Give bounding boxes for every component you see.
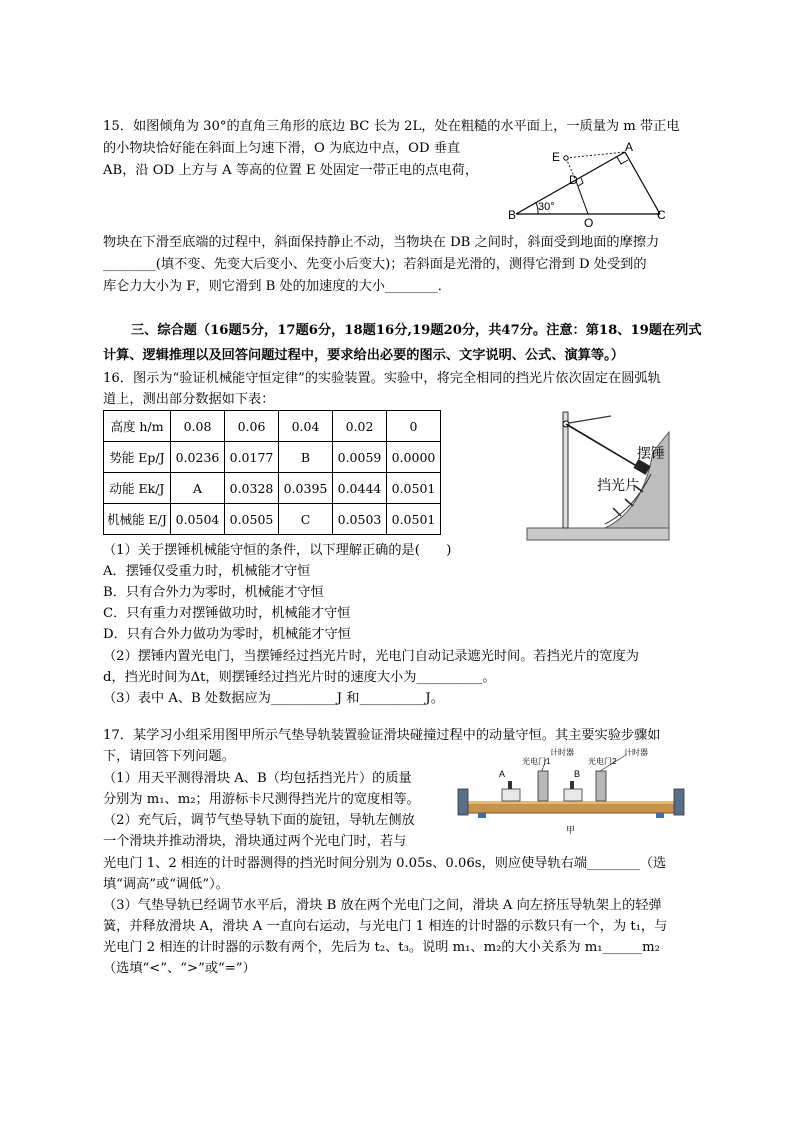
q15-line5: ________(填不变、先变大后变小、先变小后变大)；若斜面是光滑的，测得它滑到 D 处受到的 <box>103 257 647 272</box>
q15-line1: 15．如图倾角为 30°的直角三角形的底边 BC 长为 2L，处在粗糙的水平面上，一质量为 m 带正电 <box>103 119 680 134</box>
section3-line2: 计算、逻辑推理以及回答问题过程中，要求给出必要的图示、文字说明、公式、演算等。） <box>103 348 624 363</box>
timer1-label: 计时器 <box>550 748 574 757</box>
q16-line2: 道上，测出部分数据如下表： <box>103 392 275 407</box>
q16-p1: （1）关于摆锤机械能守恒的条件，以下理解正确的是( ) <box>103 543 452 558</box>
q15-line6: 库仑力大小为 F，则它滑到 B 处的加速度的大小________． <box>103 279 451 294</box>
q16-p3: （3）表中 A、B 处数据应为__________J 和__________J。 <box>103 691 444 706</box>
q17-line4: 分别为 m₁、m₂；用游标卡尺测得挡光片的宽度相等。 <box>103 792 420 807</box>
label-D: D <box>569 173 578 187</box>
q17-line1: 17．某学习小组采用图甲所示气垫导轨装置验证滑块碰撞过程中的动量守恒。其主要实验步骤如 <box>103 728 661 743</box>
q17-line7: 光电门 1、2 相连的计时器测得的挡光时间分别为 0.05s、0.06s，则应使导轨右端________（选 <box>103 856 667 871</box>
pendulum-label: 摆锤 <box>637 445 665 461</box>
q17-line8: 填“调高”或“调低”）。 <box>103 877 229 892</box>
label-C: C <box>657 208 666 222</box>
q16-p2a: （2）摆锤内置光电门，当摆锤经过挡光片时，光电门自动记录遮光时间。若挡光片的宽度为 <box>103 649 639 664</box>
q16-p2b: d，挡光时间为Δt，则摆锤经过挡光片时的速度大小为__________。 <box>103 670 496 685</box>
q17-line9: （3）气垫导轨已经调节水平后，滑块 B 放在两个光电门之间，滑块 A 向左挤压导轨架上的轻弹 <box>103 898 662 913</box>
slider-B-label: B <box>574 769 581 779</box>
pendulum-apparatus-figure <box>525 402 675 544</box>
q16-optB: B．只有合外力为零时，机械能才守恒 <box>103 585 324 600</box>
label-B: B <box>508 208 517 222</box>
q17-line11: 光电门 2 相连的计时器的示数有两个，先后为 t₂、t₃。说明 m₁、m₂的大小关系为 m₁______m₂ <box>103 940 660 955</box>
q17-line12: （选填“<”、“>”或“=”） <box>103 961 256 976</box>
section3-line1: 三、综合题（16题5分，17题6分，18题16分,19题20分，共47分。注意：第18、19题在列式 <box>131 323 702 338</box>
q16-optA: A．摆锤仅受重力时，机械能才守恒 <box>103 564 311 579</box>
energy-table <box>103 410 441 535</box>
shutter-label: 挡光片 <box>597 477 639 493</box>
label-A: A <box>625 140 634 154</box>
q15-triangle-figure <box>508 138 693 228</box>
table-row: 势能 Ep/J 0.0236 0.0177 B 0.0059 0.0000 <box>104 442 441 473</box>
timer2-label: 计时器 <box>624 748 648 757</box>
q17-line3: （1）用天平测得滑块 A、B（均包括挡光片）的质量 <box>103 771 412 786</box>
q17-line10: 簧，并释放滑块 A，滑块 A 一直向右运动，与光电门 1 相连的计时器的示数只有一个，为 t₁，与 <box>103 919 668 934</box>
table-row: 机械能 E/J 0.0504 0.0505 C 0.0503 0.0501 <box>104 504 441 535</box>
q16-optD: D．只有合外力做功为零时，机械能才守恒 <box>103 627 351 642</box>
q17-line2: 下，请回答下列问题。 <box>103 749 235 764</box>
q15-line2: 的小物块恰好能在斜面上匀速下滑，O 为底边中点，OD 垂直 <box>103 141 461 156</box>
q17-line6: 一个滑块并推动滑块，滑块通过两个光电门时，若与 <box>103 834 407 849</box>
label-O: O <box>584 216 594 228</box>
air-track-figure <box>456 745 686 837</box>
q15-line4: 物块在下滑至底端的过程中，斜面保持静止不动，当物块在 DB 之间时，斜面受到地面的摩擦力 <box>103 235 660 250</box>
gate2-label: 光电门2 <box>588 757 617 766</box>
q16-optC: C．只有重力对摆锤做功时，机械能才守恒 <box>103 606 351 621</box>
slider-A-label: A <box>499 769 506 779</box>
table-row: 动能 Ek/J A 0.0328 0.0395 0.0444 0.0501 <box>104 473 441 504</box>
gate1-label: 光电门1 <box>522 757 551 766</box>
figure-caption: 甲 <box>566 825 576 835</box>
q17-line5: （2）充气后，调节气垫导轨下面的旋钮，导轨左侧放 <box>103 813 415 828</box>
label-E: E <box>552 150 561 164</box>
q15-line3: AB，沿 OD 上方与 A 等高的位置 E 处固定一带正电的点电荷， <box>103 163 479 178</box>
q16-line1: 16．图示为“验证机械能守恒定律”的实验装置。实验中，将完全相同的挡光片依次固定在圆弧轨 <box>103 371 661 386</box>
angle-label: 30° <box>538 201 555 213</box>
table-row: 高度 h/m 0.08 0.06 0.04 0.02 0 <box>104 411 441 442</box>
